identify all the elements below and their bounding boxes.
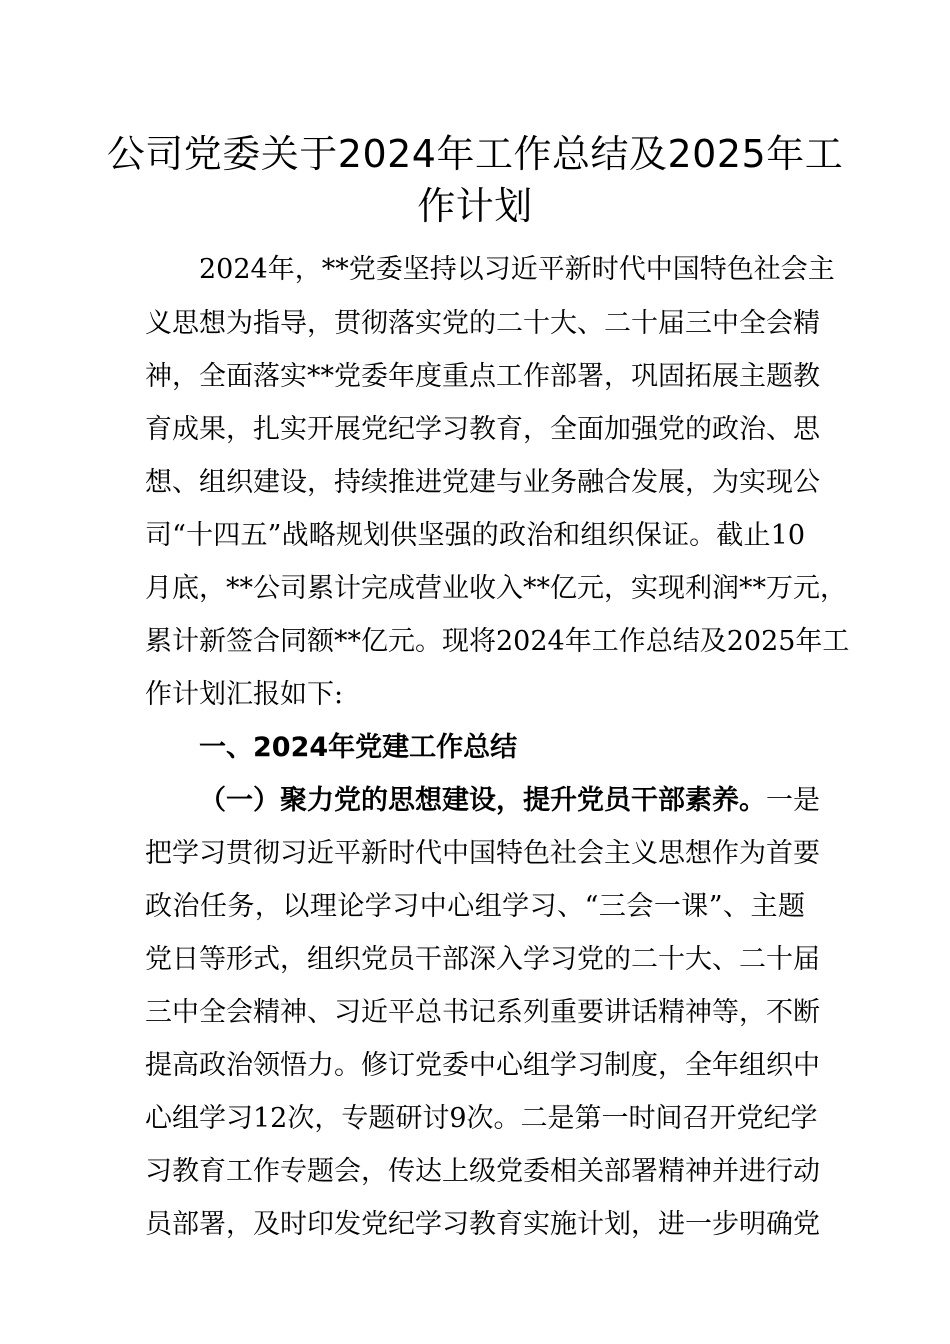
intro-line-3: 神，全面落实**党委年度重点工作部署，巩固拓展主题教 — [145, 361, 820, 392]
sub-section-1-heading: （一）聚力党的思想建设，提升党员干部素养。 — [199, 785, 766, 816]
intro-line-2: 义思想为指导，贯彻落实党的二十大、二十届三中全会精 — [145, 308, 820, 339]
intro-line-6: 司“十四五”战略规划供坚强的政治和组织保证。截止10 — [145, 520, 805, 551]
sub-section-1-line-9: 员部署，及时印发党纪学习教育实施计划，进一步明确党 — [145, 1209, 820, 1240]
sub-section-1-line-1 — [145, 775, 820, 827]
title-line-2: 作计划 — [417, 184, 533, 228]
section-heading-1: 一、2024年党建工作总结 — [199, 732, 518, 763]
title-line-1: 公司党委关于2024年工作总结及2025年工 — [106, 132, 844, 176]
intro-line-7: 月底，**公司累计完成营业收入**亿元，实现利润**万元， — [145, 573, 847, 604]
document-title — [100, 128, 850, 232]
intro-line-4: 育成果，扎实开展党纪学习教育，全面加强党的政治、思 — [145, 414, 820, 445]
sub-section-1-line-6: 提高政治领悟力。修订党委中心组学习制度，全年组织中 — [145, 1050, 820, 1081]
intro-line-8: 累计新签合同额**亿元。现将2024年工作总结及2025年工 — [145, 626, 850, 657]
sub-section-1-line-7: 心组学习12次，专题研讨9次。二是第一时间召开党纪学 — [145, 1103, 818, 1134]
sub-section-1-line-1-rest: 一是 — [766, 785, 820, 816]
intro-line-1: 2024年，**党委坚持以习近平新时代中国特色社会主 — [199, 254, 835, 285]
sub-section-1-line-4: 党日等形式，组织党员干部深入学习党的二十大、二十届 — [145, 944, 820, 975]
sub-section-1-line-8: 习教育工作专题会，传达上级党委相关部署精神并进行动 — [145, 1156, 820, 1187]
sub-section-1-line-2: 把学习贯彻习近平新时代中国特色社会主义思想作为首要 — [145, 838, 820, 869]
sub-section-1-line-3: 政治任务，以理论学习中心组学习、“三会一课”、主题 — [145, 891, 805, 922]
sub-section-1-line-5: 三中全会精神、习近平总书记系列重要讲话精神等，不断 — [145, 997, 820, 1028]
intro-line-5: 想、组织建设，持续推进党建与业务融合发展，为实现公 — [145, 467, 820, 498]
intro-line-9: 作计划汇报如下: — [145, 679, 344, 710]
